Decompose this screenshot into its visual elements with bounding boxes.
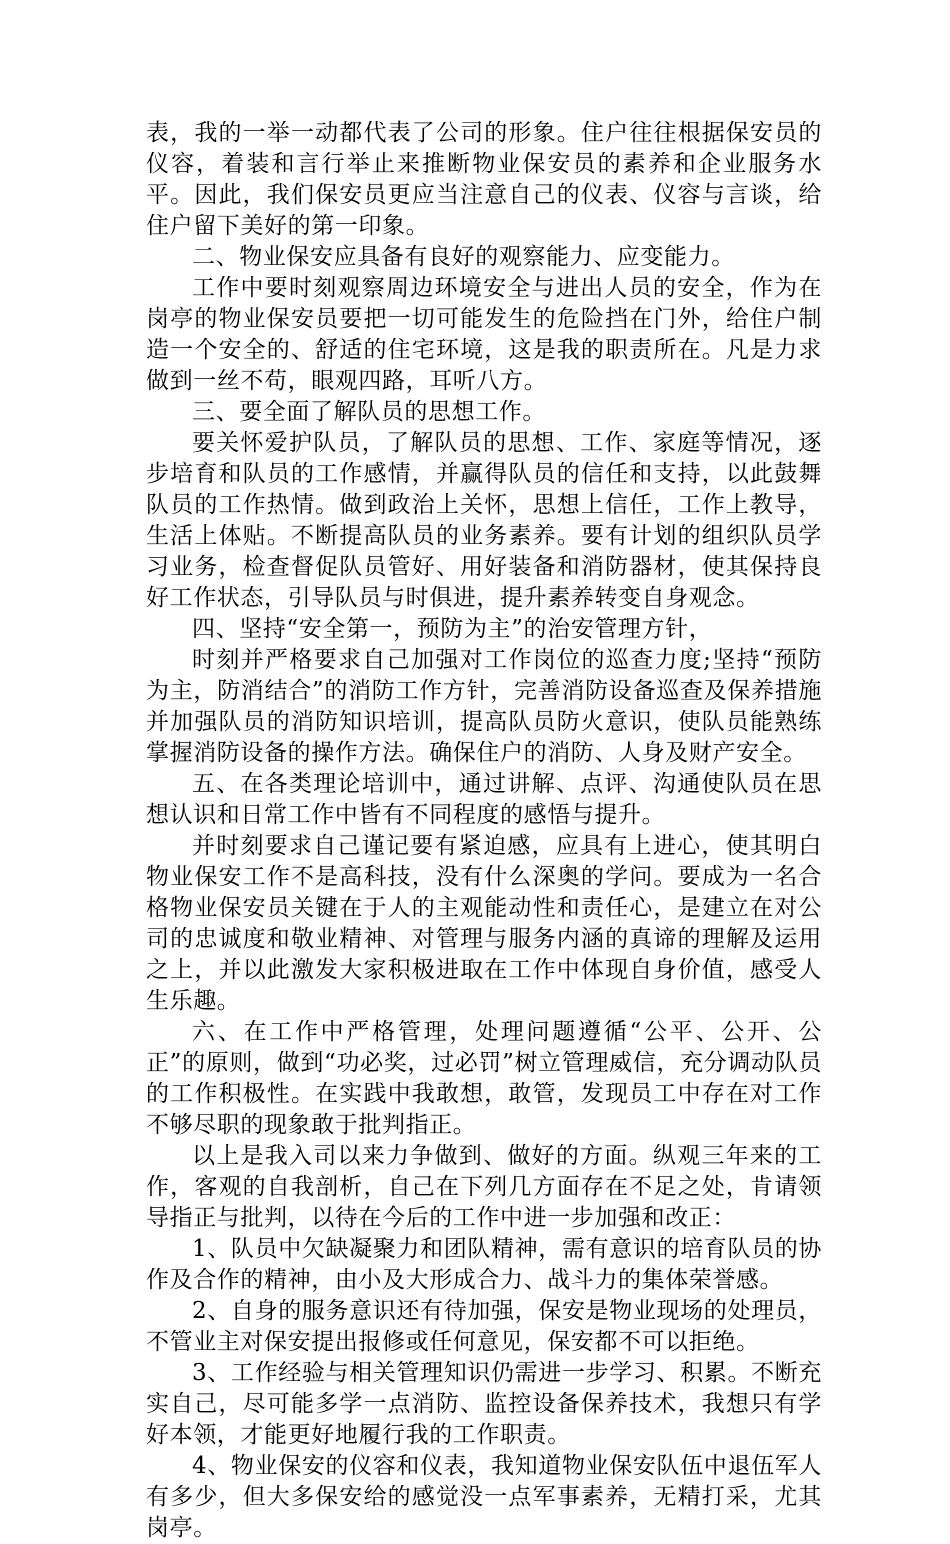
paragraph: 2、自身的服务意识还有待加强，保安是物业现场的处理员，不管业主对保安提出报修或任何意见，保安都不可以拒绝。 xyxy=(146,1298,822,1355)
paragraph: 要关怀爱护队员，了解队员的思想、工作、家庭等情况，逐步培育和队员的工作感情，并赢得队员的信任和支持，以此鼓舞队员的工作热情。做到政治上关怀，思想上信任，工作上教导，生活上体贴。不断提高队员的业务素养。要有计划的组织队员学习业务，检查督促队员管好、用好装备和消防器材，使其保持良好工作状态，引导队员与时俱进，提升素养转变自身观念。 xyxy=(146,430,822,611)
paragraph: 表，我的一举一动都代表了公司的形象。住户往往根据保安员的仪容，着装和言行举止来推断物业保安员的素养和企业服务水平。因此，我们保安员更应当注意自己的仪表、仪容与言谈，给住户留下美好的第一印象。 xyxy=(146,120,822,239)
paragraph: 时刻并严格要求自己加强对工作岗位的巡查力度;坚持“预防为主，防消结合”的消防工作方针，完善消防设备巡查及保养措施并加强队员的消防知识培训，提高队员防火意识，使队员能熟练掌握消防设备的操作方法。确保住户的消防、人身及财产安全。 xyxy=(146,647,822,766)
paragraph: 并时刻要求自己谨记要有紧迫感，应具有上进心，使其明白物业保安工作不是高科技，没有什么深奥的学问。要成为一名合格物业保安员关键在于人的主观能动性和责任心，是建立在对公司的忠诚度和敬业精神、对管理与服务内涵的真谛的理解及运用之上，并以此激发大家积极进取在工作中体现自身价值，感受人生乐趣。 xyxy=(146,833,822,1014)
paragraph: 工作中要时刻观察周边环境安全与进出人员的安全，作为在岗亭的物业保安员要把一切可能发生的危险挡在门外，给住户制造一个安全的、舒适的住宅环境，这是我的职责所在。凡是力求做到一丝不苟，眼观四路，耳听八方。 xyxy=(146,275,822,394)
paragraph: 六、在工作中严格管理，处理问题遵循“公平、公开、公正”的原则，做到“功必奖，过必罚”树立管理威信，充分调动队员的工作积极性。在实践中我敢想，敢管，发现员工中存在对工作不够尽职的现象敢于批判指正。 xyxy=(146,1019,822,1138)
paragraph: 五、在各类理论培训中，通过讲解、点评、沟通使队员在思想认识和日常工作中皆有不同程度的感悟与提升。 xyxy=(146,771,822,828)
document-body xyxy=(146,118,822,1544)
paragraph: 四、坚持“安全第一，预防为主”的治安管理方针， xyxy=(192,616,713,642)
paragraph: 三、要全面了解队员的思想工作。 xyxy=(192,399,546,425)
paragraph: 1、队员中欠缺凝聚力和团队精神，需有意识的培育队员的协作及合作的精神，由小及大形成合力、战斗力的集体荣誉感。 xyxy=(146,1236,822,1293)
paragraph: 二、物业保安应具备有良好的观察能力、应变能力。 xyxy=(192,244,735,270)
paragraph: 4、物业保安的仪容和仪表，我知道物业保安队伍中退伍军人有多少，但大多保安给的感觉没一点军事素养，无精打采，尤其岗亭。 xyxy=(146,1453,822,1541)
paragraph: 以上是我入司以来力争做到、做好的方面。纵观三年来的工作，客观的自我剖析，自己在下列几方面存在不足之处，肯请领导指正与批判，以待在今后的工作中进一步加强和改正： xyxy=(146,1143,822,1231)
paragraph: 3、工作经验与相关管理知识仍需进一步学习、积累。不断充实自己，尽可能多学一点消防、监控设备保养技术，我想只有学好本领，才能更好地履行我的工作职责。 xyxy=(146,1360,822,1448)
